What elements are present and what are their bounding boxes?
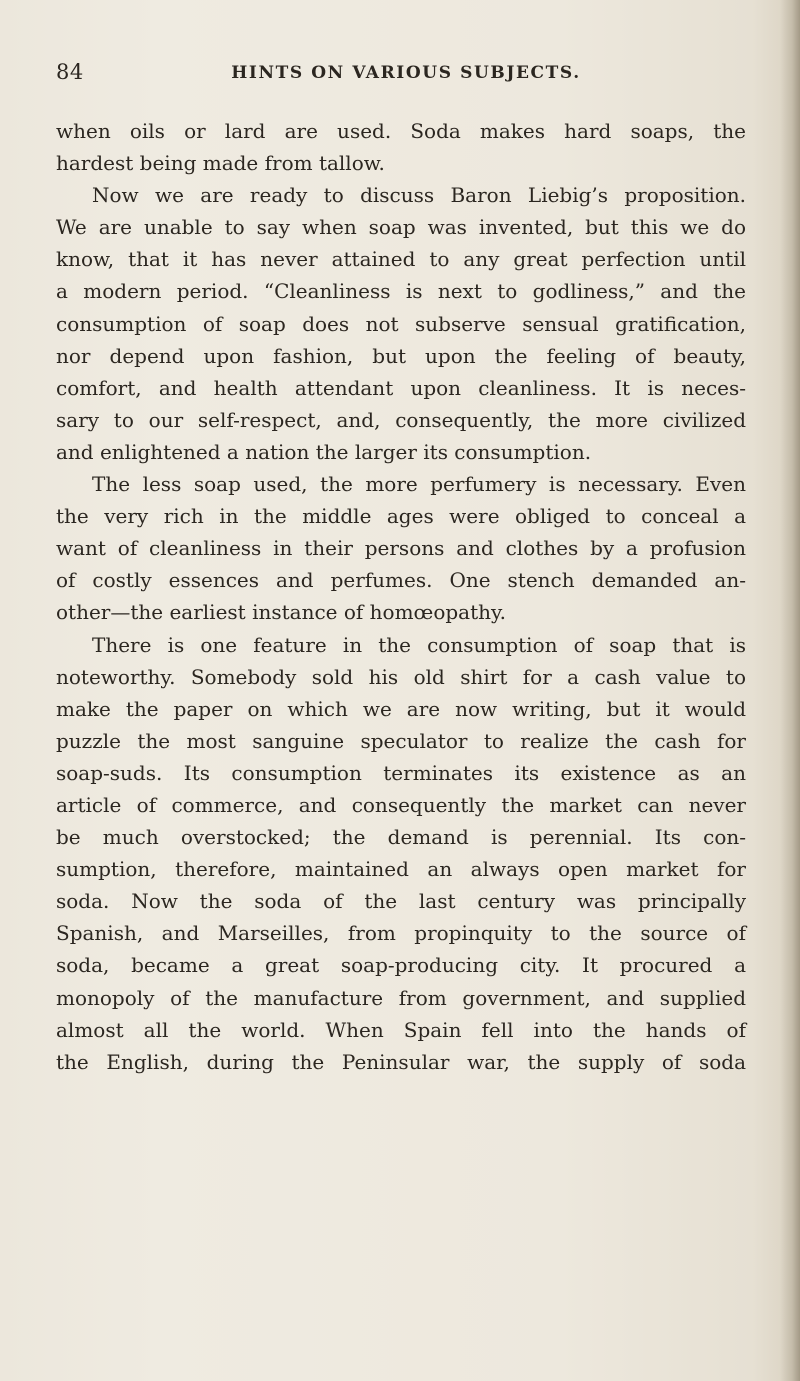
text-line: article of commerce, and consequently the market can never [56,792,746,817]
text-line: of costly essences and perfumes. One stench demanded an- [56,568,746,593]
page-edge-shadow [780,0,800,1381]
text-line: want of cleanliness in their persons and clothes by a profusion [56,536,746,561]
text-line: Now we are ready to discuss Baron Liebig’s proposition. [92,183,746,208]
text-line: and enlightened a nation the larger its consumption. [56,439,592,464]
text-line: almost all the world. When Spain fell into the hands of [56,1017,746,1042]
text-line: be much overstocked; the demand is perennial. Its con- [56,825,746,850]
body-text [56,115,746,1078]
text-line: monopoly of the manufacture from government, and supplied [56,985,746,1010]
text-line: make the paper on which we are now writing, but it would [56,696,746,721]
text-line: noteworthy. Somebody sold his old shirt for a cash value to [56,664,746,689]
text-line: sumption, therefore, maintained an always open market for [56,857,746,882]
text-line: hardest being made from tallow. [56,151,385,176]
text-line: the English, during the Peninsular war, the supply of soda [56,1049,746,1074]
text-line: the very rich in the middle ages were obliged to conceal a [56,504,746,529]
text-line: consumption of soap does not subserve sensual gratification, [56,311,746,336]
page-header [56,46,756,86]
text-line: There is one feature in the consumption of soap that is [92,632,746,657]
running-head: HINTS ON VARIOUS SUBJECTS. [231,63,581,83]
text-line: other—the earliest instance of homœopathy. [56,600,506,625]
text-line: know, that it has never attained to any great perfection until [56,247,746,272]
text-line: soda, became a great soap-producing city. It procured a [56,953,746,978]
text-line: a modern period. “Cleanliness is next to godliness,” and the [56,279,746,304]
text-line: soda. Now the soda of the last century was principally [56,889,746,914]
text-line: The less soap used, the more perfumery is necessary. Even [92,472,746,497]
text-line: soap-suds. Its consumption terminates its existence as an [56,760,746,785]
page-number: 84 [56,60,84,84]
text-line: comfort, and health attendant upon cleanliness. It is neces- [56,375,746,400]
text-line: sary to our self-respect, and, consequently, the more civilized [56,407,746,432]
text-line: nor depend upon fashion, but upon the feeling of beauty, [56,343,746,368]
text-line: Spanish, and Marseilles, from propinquity to the source of [56,921,746,946]
text-line: when oils or lard are used. Soda makes hard soaps, the [56,119,746,143]
text-line: We are unable to say when soap was invented, but this we do [56,215,746,240]
text-line: puzzle the most sanguine speculator to realize the cash for [56,728,746,753]
